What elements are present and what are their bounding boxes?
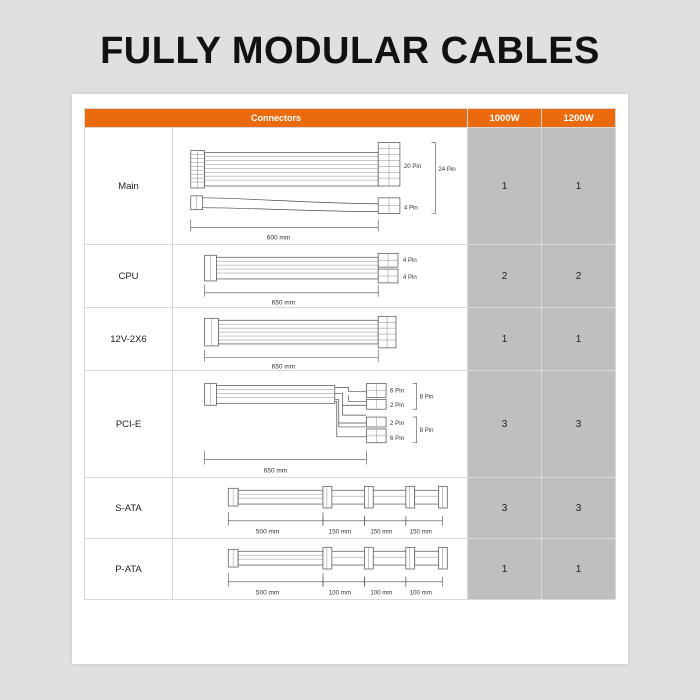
pin-label: 20 Pin bbox=[403, 163, 422, 171]
cable-diagram-sata bbox=[173, 478, 468, 539]
length-label: 500 mm bbox=[255, 589, 280, 597]
qty-1200w: 2 bbox=[542, 245, 616, 308]
table-row bbox=[85, 308, 616, 371]
cable-diagram-cpu bbox=[173, 245, 468, 308]
qty-1000w: 1 bbox=[468, 128, 542, 245]
header-connectors: Connectors bbox=[85, 109, 468, 128]
segment-label: 150 mm bbox=[409, 528, 432, 536]
length-label: 650 mm bbox=[271, 363, 296, 370]
row-label-pcie: PCI-E bbox=[85, 371, 173, 478]
qty-1200w: 1 bbox=[542, 128, 616, 245]
qty-1200w: 1 bbox=[542, 539, 616, 600]
pin-label: 6 Pin bbox=[390, 434, 404, 442]
segment-label: 100 mm bbox=[328, 589, 351, 597]
table-row bbox=[85, 245, 616, 308]
length-label: 600 mm bbox=[266, 234, 291, 242]
pata-cable-svg bbox=[173, 539, 467, 599]
segment-label: 100 mm bbox=[370, 589, 393, 597]
length-label: 650 mm bbox=[271, 299, 296, 307]
segment-label: 100 mm bbox=[409, 589, 432, 597]
segment-label: 150 mm bbox=[370, 528, 393, 536]
spec-card bbox=[72, 94, 628, 664]
twelve-v-cable-svg bbox=[173, 308, 467, 370]
qty-1200w: 3 bbox=[542, 478, 616, 539]
pin-label: 4 Pin bbox=[402, 273, 417, 281]
pin-label: 24 Pin bbox=[438, 166, 456, 174]
length-label: 500 mm bbox=[255, 528, 280, 536]
cable-diagram-12v2x6 bbox=[173, 308, 468, 371]
qty-1000w: 2 bbox=[468, 245, 542, 308]
table-body bbox=[85, 128, 616, 600]
qty-1000w: 3 bbox=[468, 478, 542, 539]
pin-label: 4 Pin bbox=[402, 257, 417, 265]
table-header-row bbox=[85, 109, 616, 128]
qty-1000w: 3 bbox=[468, 371, 542, 478]
pin-label: 2 Pin bbox=[390, 402, 404, 410]
row-label-12v2x6: 12V-2X6 bbox=[85, 308, 173, 371]
row-label-pata: P-ATA bbox=[85, 539, 173, 600]
pin-label: 8 Pin bbox=[419, 426, 434, 434]
cable-diagram-pcie bbox=[173, 371, 468, 478]
table-row bbox=[85, 539, 616, 600]
table-row bbox=[85, 371, 616, 478]
table-row bbox=[85, 478, 616, 539]
sata-cable-svg bbox=[173, 478, 467, 538]
cable-diagram-main bbox=[173, 128, 468, 245]
qty-1200w: 1 bbox=[542, 308, 616, 371]
row-label-cpu: CPU bbox=[85, 245, 173, 308]
pin-label: 8 Pin bbox=[419, 393, 434, 401]
length-label: 650 mm bbox=[263, 467, 288, 475]
qty-1000w: 1 bbox=[468, 539, 542, 600]
segment-label: 150 mm bbox=[328, 528, 351, 536]
table-row bbox=[85, 128, 616, 245]
row-label-main: Main bbox=[85, 128, 173, 245]
row-label-sata: S-ATA bbox=[85, 478, 173, 539]
pin-label: 6 Pin bbox=[390, 387, 404, 395]
pin-label: 2 Pin bbox=[390, 419, 404, 427]
page-title: FULLY MODULAR CABLES bbox=[100, 30, 600, 72]
pin-label: 4 Pin bbox=[403, 204, 418, 212]
header-1000w: 1000W bbox=[468, 109, 542, 128]
qty-1000w: 1 bbox=[468, 308, 542, 371]
cpu-cable-svg bbox=[173, 245, 467, 307]
header-1200w: 1200W bbox=[542, 109, 616, 128]
table-header bbox=[85, 109, 616, 128]
pcie-cable-svg bbox=[173, 371, 467, 477]
cable-diagram-pata bbox=[173, 539, 468, 600]
cables-table bbox=[84, 108, 616, 600]
main-cable-svg bbox=[173, 128, 467, 244]
qty-1200w: 3 bbox=[542, 371, 616, 478]
